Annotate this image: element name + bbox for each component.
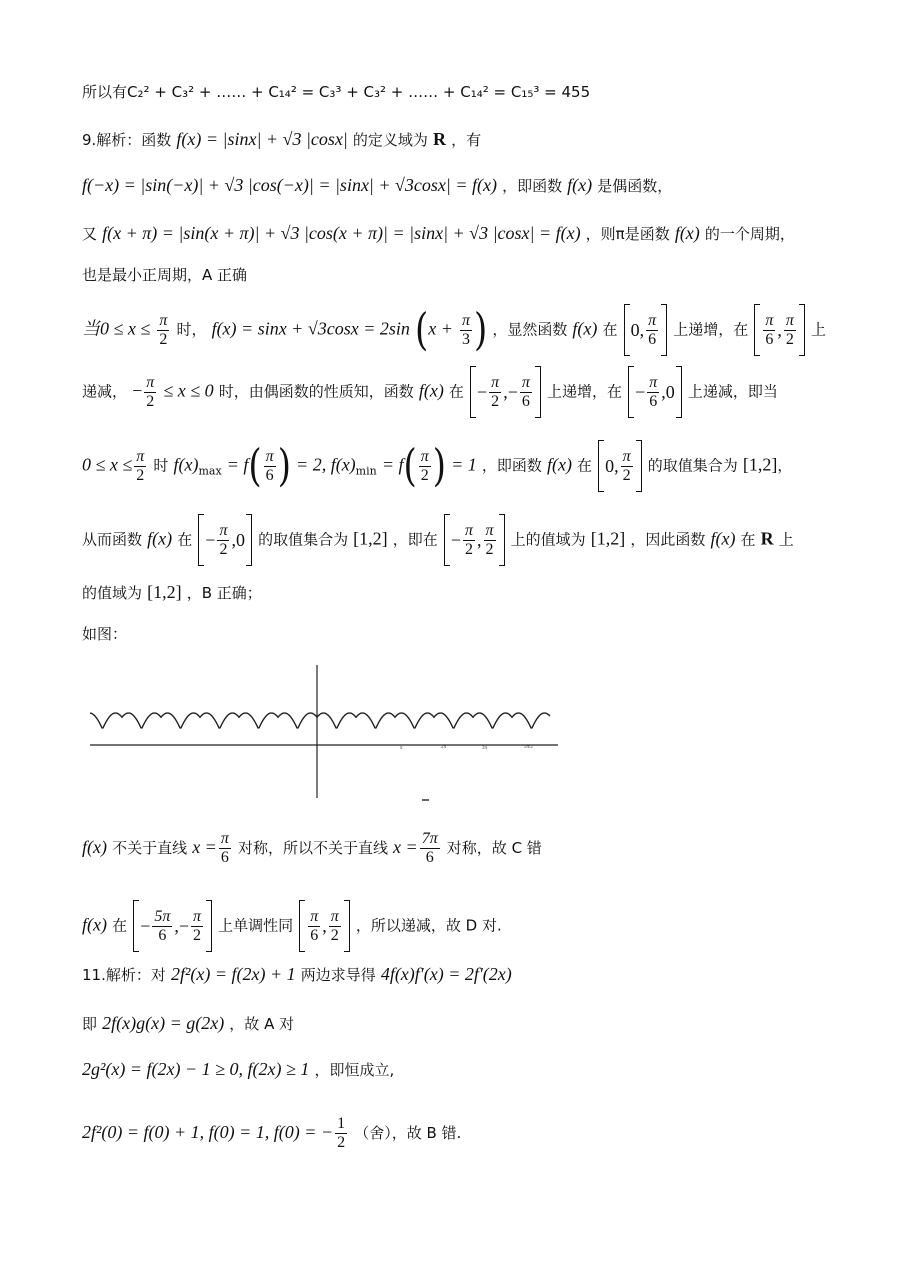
text: ，有 xyxy=(451,131,482,149)
line-range-conclusion: 的值域为 [1,2] ，B 正确； xyxy=(82,582,262,602)
text: 的一个周期， xyxy=(704,225,795,243)
line-combination-sum xyxy=(82,80,590,104)
text: 时，由偶函数的性质知，函数 xyxy=(218,382,414,401)
text: ，显然函数 xyxy=(492,320,568,339)
text: 在 xyxy=(602,320,618,339)
formula: f(x + π) = |sin(x + π)| + √3 |cos(x + π)| = |sinx| + √3 |cosx| = f(x) xyxy=(102,223,581,243)
text: 又 xyxy=(82,225,98,243)
text: 的定义域为 xyxy=(352,131,428,149)
line-period xyxy=(82,221,795,246)
tick-label: 5π/2 xyxy=(524,745,533,750)
function-graph xyxy=(88,660,558,805)
fraction: $\frac{\pi}{2}$ xyxy=(159,311,168,348)
line-min-period xyxy=(82,263,247,287)
reals-symbol: R xyxy=(433,129,447,149)
formula: f(−x) = |sin(−x)| + √3 |cos(−x)| = |sinx| + √3cosx| = f(x) xyxy=(82,175,497,195)
line-problem9-intro xyxy=(82,127,481,152)
text: 也是最小正周期，A 正确 xyxy=(82,266,248,284)
text: 上 xyxy=(810,320,826,339)
tick-label: π xyxy=(400,746,403,751)
line-symmetry: f(x) 不关于直线 x = $\frac{\pi}{6}$ 对称，所以不关于直线 x = $\frac{7\pi}{6}$ 对称，故 C 错 xyxy=(82,830,542,866)
text: 9.解析：函数 xyxy=(82,131,172,149)
text: 上递增，在 xyxy=(673,320,749,339)
line-monotonic-positive: 当0 ≤ x ≤ $\frac{\pi}{2}$ 时， f(x) = sinx + √3cosx = 2sin (x + $\frac{\pi}{3}$ ) ，显然函数 f(x) 在 0, $\frac{\pi}{6}$ 上递增，在 $\frac{\pi}{6}$ , $\frac{\pi}{2}$ 上 xyxy=(82,304,826,356)
text: ，即函数 xyxy=(502,177,563,195)
text: 是偶函数， xyxy=(597,177,673,195)
text: 递减， xyxy=(82,382,128,401)
formula: x + xyxy=(428,318,453,339)
formula: f(x) = sinx + √3cosx = 2sin xyxy=(211,318,410,339)
line-as-figure: 如图： xyxy=(82,625,128,643)
curve-f xyxy=(90,713,550,728)
line-problem11-intro: 11.解析：对 2f²(x) = f(2x) + 1 两边求导得 4f(x)f′(x) = 2f′(2x) xyxy=(82,964,512,984)
axis-ticks xyxy=(400,745,533,751)
line-monotonic-D: f(x) 在 − $\frac{5\pi}{6}$ ,− $\frac{\pi}{2}$ 上单调性同 $\frac{\pi}{6}$ , $\frac{\pi}{2}$ ，所以递减，故 D 对. xyxy=(82,900,502,952)
text: 时， xyxy=(176,320,207,339)
line-inequality: 2g²(x) = f(2x) − 1 ≥ 0, f(2x) ≥ 1 ，即恒成立, xyxy=(82,1059,395,1079)
line-even-function xyxy=(82,173,672,198)
formula: 当0 ≤ x ≤ xyxy=(82,318,151,339)
formula: f(x) xyxy=(572,318,598,339)
line-range-real: 从而函数 f(x) 在 − $\frac{\pi}{2}$ ,0 的取值集合为 [1,2] ，即在 − $\frac{\pi}{2}$ , $\frac{\pi}{2}$ 上的值域为 [1,2] ，因此函数 f(x) 在 R 上 xyxy=(82,514,794,566)
tick-label: 3π xyxy=(482,746,488,751)
line-B-wrong: 2f²(0) = f(0) + 1, f(0) = 1, f(0) = − $\frac{1}{2}$ （舍），故 B 错. xyxy=(82,1115,462,1151)
line-max-min: 0 ≤ x ≤ $\frac{\pi}{2}$ 时 $f(x)_{max} = f$( $\frac{\pi}{6}$ ) = 2, $f(x)_{min} = f$( $\frac{\pi}{2}$ ) = 1 ，即函数 f(x) 在 0, $\frac{\pi}{2}$ 的取值集合为 [1,2]， xyxy=(82,440,793,492)
tick-label: 2π xyxy=(441,745,447,750)
formula: f(x) xyxy=(674,223,700,243)
line-A-correct: 即 2f(x)g(x) = g(2x) ，故 A 对 xyxy=(82,1013,295,1033)
line-monotonic-negative: 递减， − $\frac{\pi}{2}$ ≤ x ≤ 0 时，由偶函数的性质知，函数 f(x) 在 − $\frac{\pi}{2}$ ,− $\frac{\pi}{6}$ 上递增，在 − $\frac{\pi}{6}$ ,0 上递减，即当 xyxy=(82,366,778,418)
fraction: $\frac{\pi}{3}$ xyxy=(461,311,470,348)
formula: f(x) = |sinx| + √3 |cosx| xyxy=(176,129,348,149)
formula: f(x) xyxy=(567,175,593,195)
text: ，则π是函数 xyxy=(585,225,670,243)
combination-sum: 所以有C₂² + C₃² + …… + C₁₄² = C₃³ + C₃² + …… + C₁₄² = C₁₅³ = 455 xyxy=(82,83,591,101)
